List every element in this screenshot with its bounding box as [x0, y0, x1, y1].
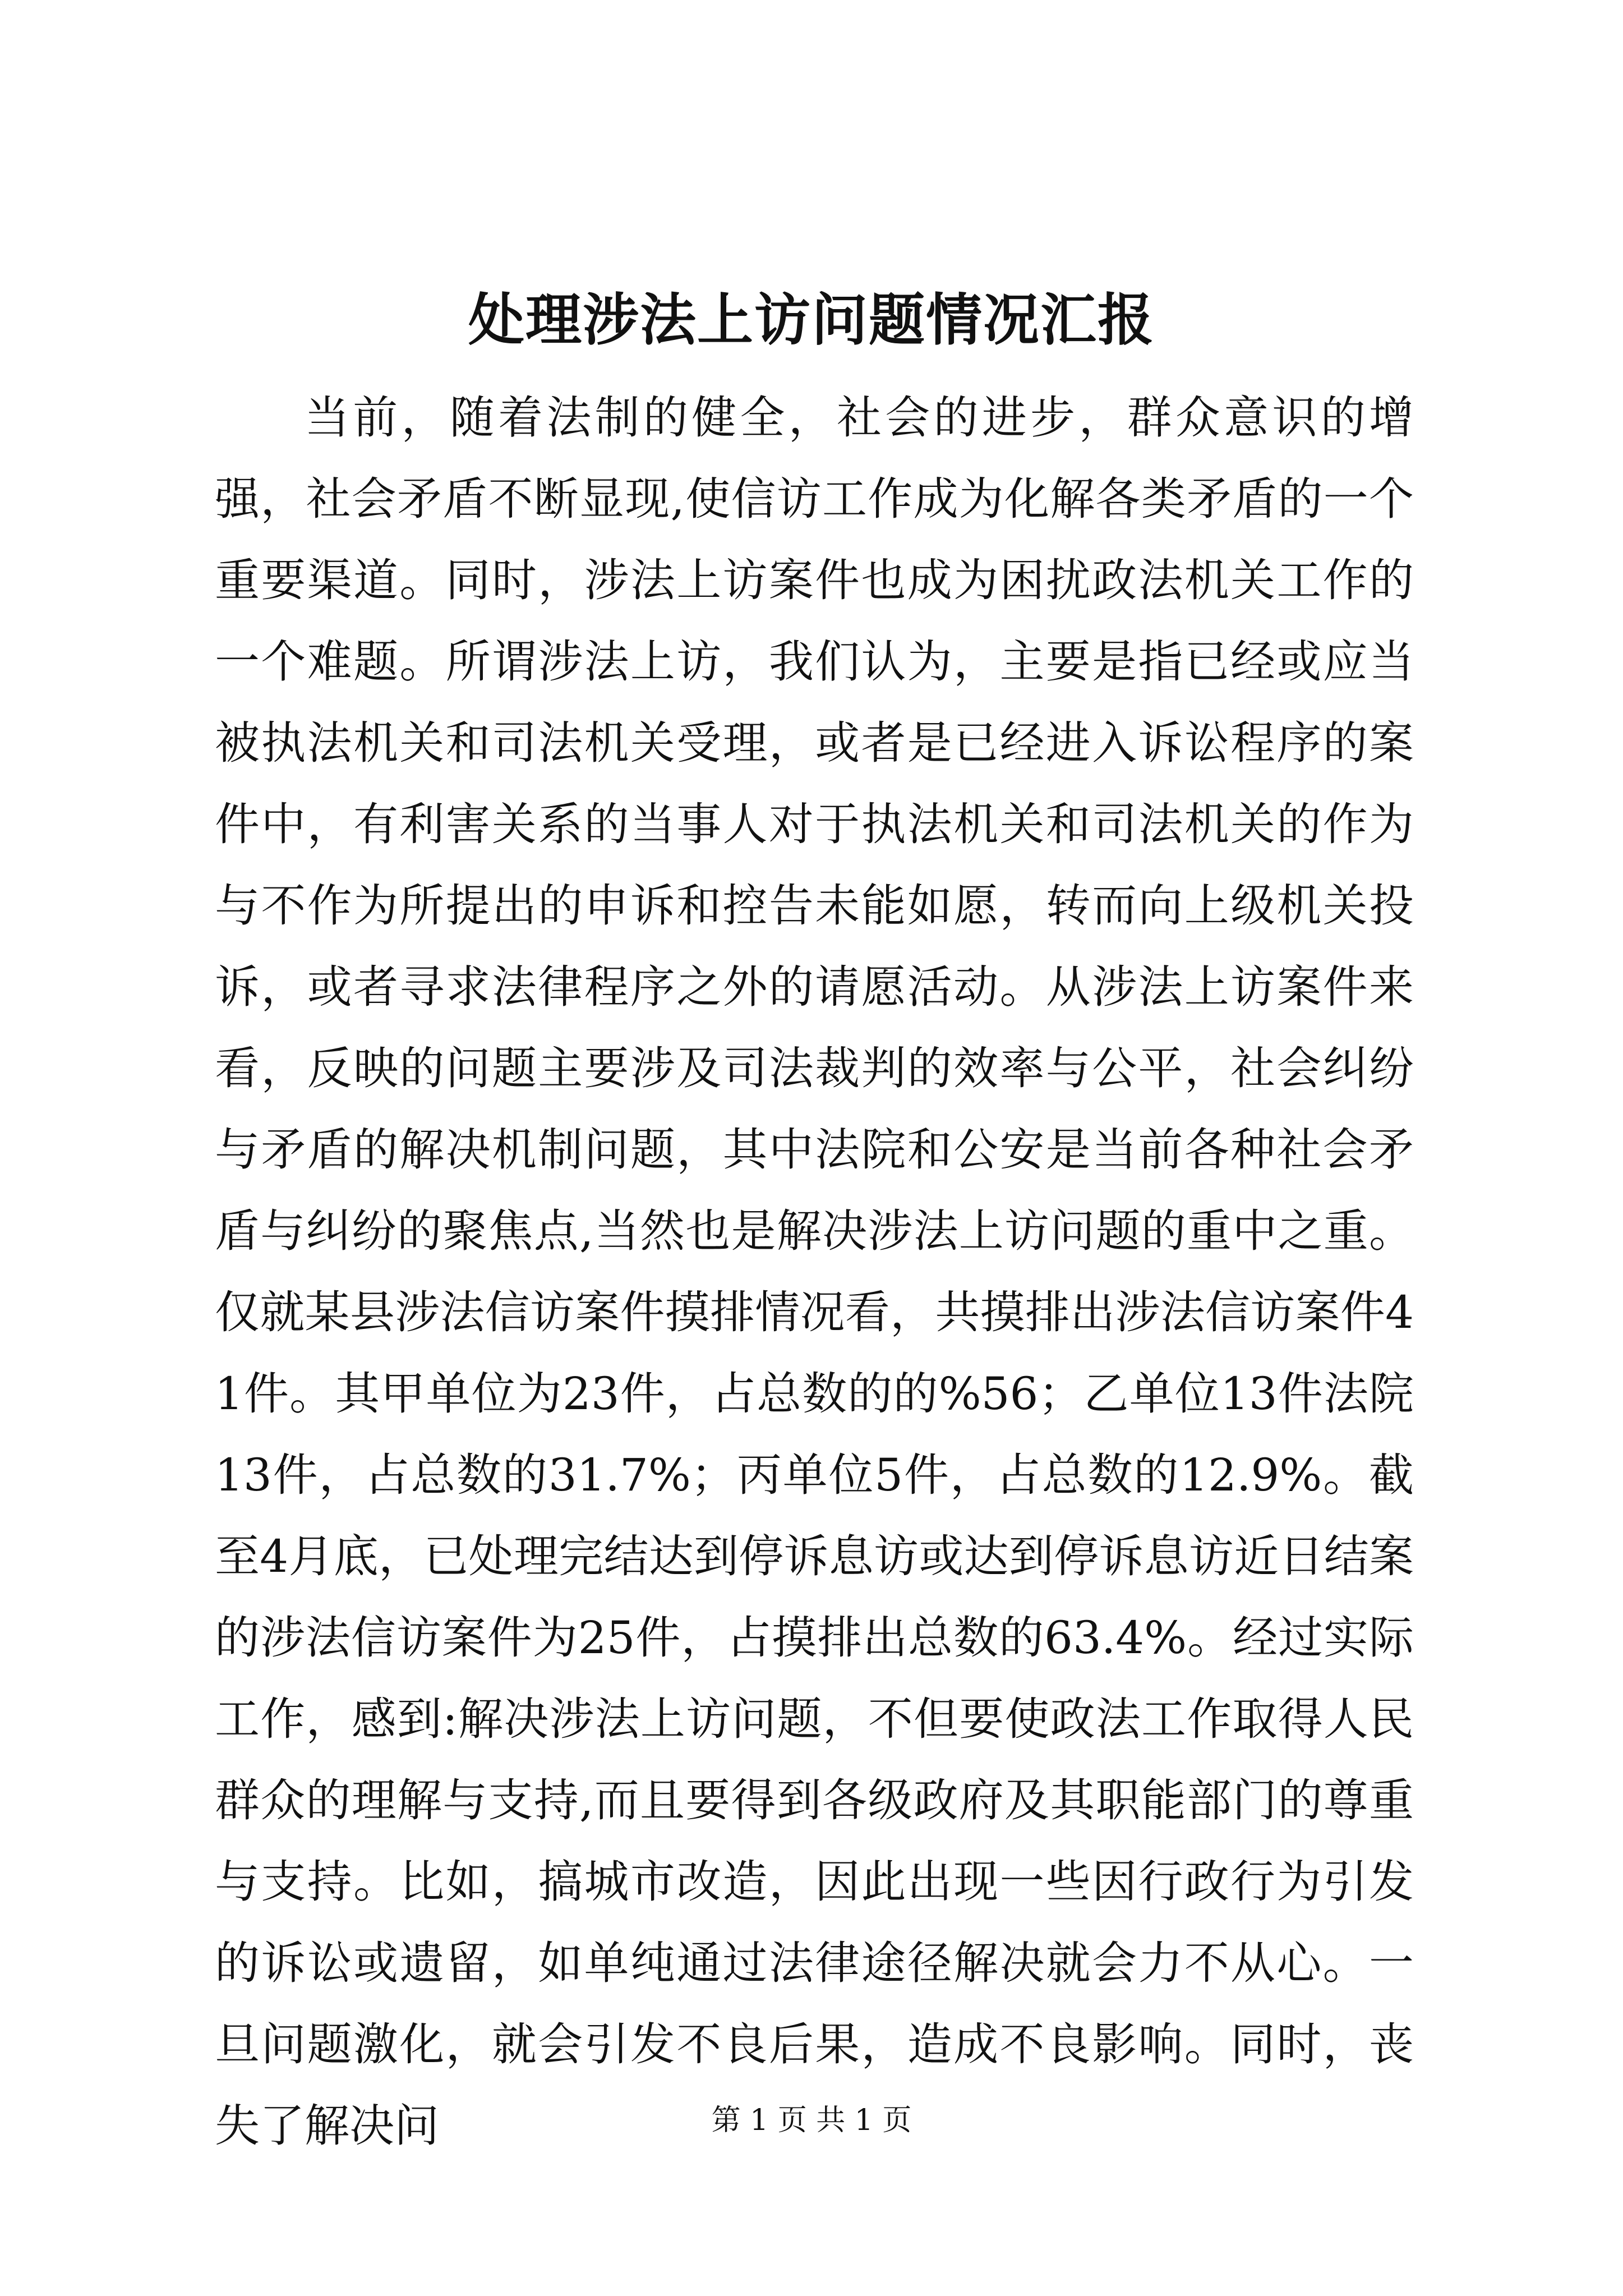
body-paragraph: 当前，随着法制的健全，社会的进步，群众意识的增强，社会矛盾不断显现,使信访工作成为化解各类矛盾的一个重要渠道。同时，涉法上访案件也成为困扰政法机关工作的一个难题。所谓涉法上访，我们认为，主要是指已经或应当被执法机关和司法机关受理，或者是已经进入诉讼程序的案件中，有利害关系的当事人对于执法机关和司法机关的作为与不作为所提出的申诉和控告未能如愿，转而向上级机关投诉，或者寻求法律程序之外的请愿活动。从涉法上访案件来看，反映的问题主要涉及司法裁判的效率与公平，社会纠纷与矛盾的解决机制问题，其中法院和公安是当前各种社会矛盾与纠纷的聚焦点,当然也是解决涉法上访问题的重中之重。仅就某县涉法信访案件摸排情况看，共摸排出涉法信访案件41件。其甲单位为23件，占总数的的%56；乙单位13件法院13件，占总数的31.7%；丙单位5件，占总数的12.9%。截至4月底，已处理完结达到停诉息访或达到停诉息访近日结案的涉法信访案件为25件，占摸排出总数的63.4%。经过实际工作，感到:解决涉法上访问题，不但要使政法工作取得人民群众的理解与支持,而且要得到各级政府及其职能部门的尊重与支持。比如，搞城市改造，因此出现一些因行政行为引发的诉讼或遗留，如单纯通过法律途径解决就会力不从心。一旦问题激化，就会引发不良后果，造成不良影响。同时，丧失了解决问 — [215, 392, 1414, 2152]
page-number-footer: 第 1 页 共 1 页 — [711, 2104, 912, 2137]
document-title: 处理涉法上访问题情况汇报 — [468, 287, 1155, 353]
